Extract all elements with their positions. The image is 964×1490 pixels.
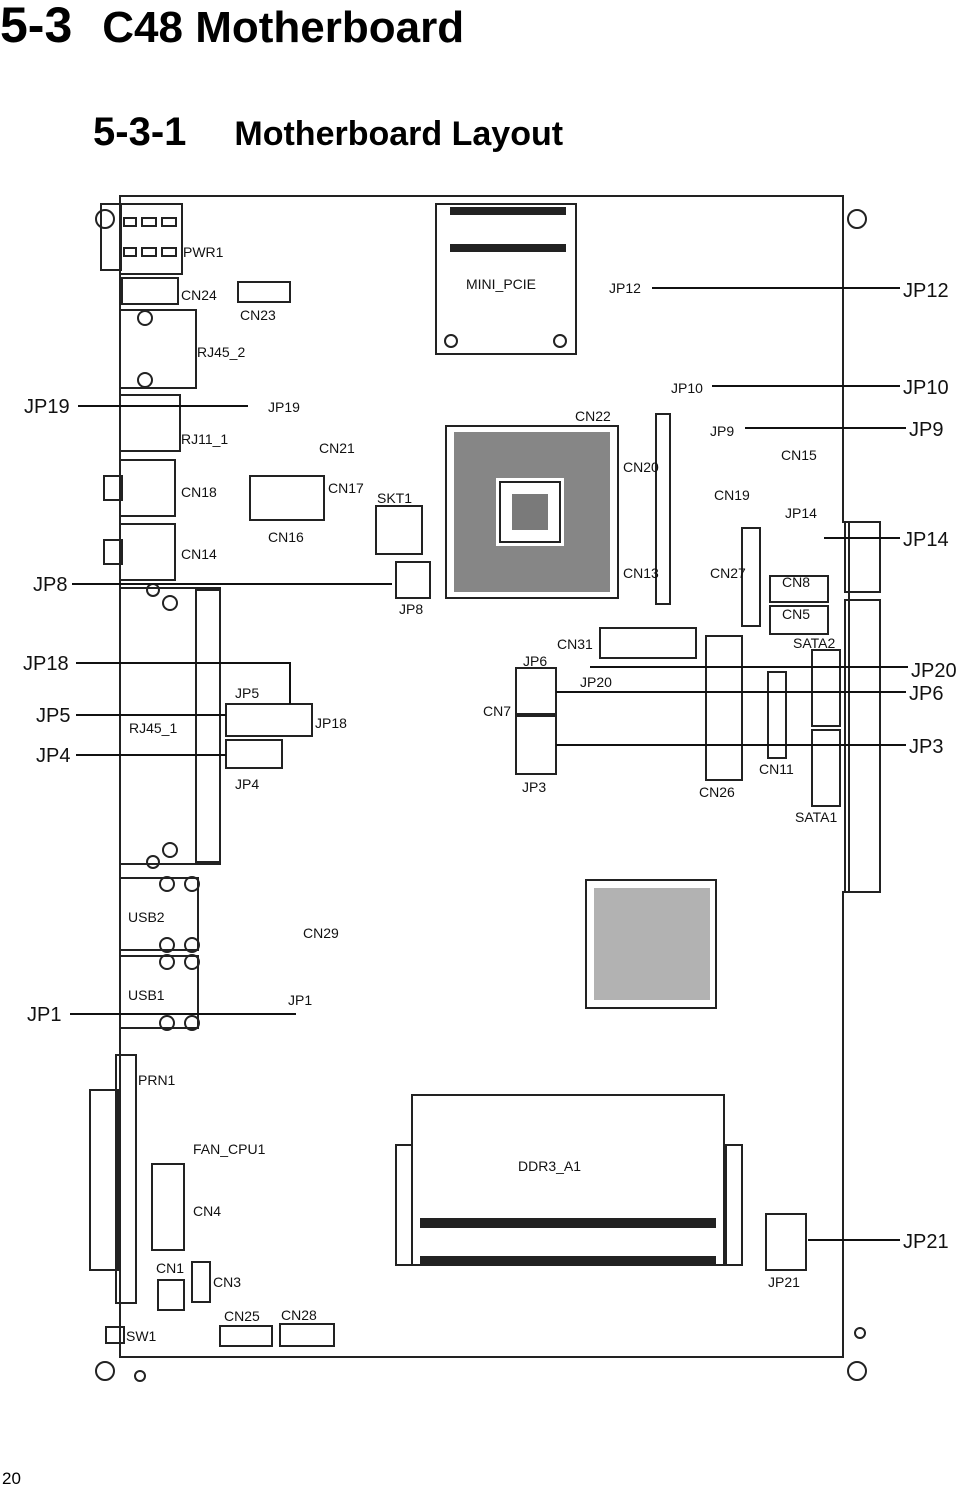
sata2-connector [812,650,840,726]
label-cn17: CN17 [328,480,364,496]
cn26-connector [706,636,742,780]
label-cn13: CN13 [623,565,659,581]
cn1-connector [158,1280,184,1310]
label-cn19: CN19 [714,487,750,503]
cn28-connector [280,1324,334,1346]
label-sw1: SW1 [126,1328,157,1344]
label-cn14: CN14 [181,546,217,562]
label-skt1: SKT1 [377,490,413,506]
page-number: 20 [2,1469,21,1488]
label-jp9: JP9 [710,423,735,439]
label-cn24: CN24 [181,287,217,303]
label-jp19: JP19 [268,399,300,415]
label-sata1: SATA1 [795,809,838,825]
callout-jp5: JP5 [36,705,71,727]
label-cn11: CN11 [759,761,794,777]
cn18-jack [120,460,175,516]
cn25-connector [220,1326,272,1346]
label-cn27: CN27 [710,565,746,581]
label-mini-pcie: MINI_PCIE [466,276,537,292]
label-cn25: CN25 [224,1308,260,1324]
sw1-switch [106,1327,124,1343]
rj45-2-jack [120,310,196,388]
label-rj11-1: RJ11_1 [181,431,229,447]
cn23-connector [238,282,290,302]
jp4-jumper [226,740,282,768]
label-cn31: CN31 [557,636,593,652]
label-prn1: PRN1 [138,1072,176,1088]
rj11-1-jack [120,395,180,451]
label-cn1: CN1 [156,1260,185,1276]
callout-jp10: JP10 [903,377,949,399]
label-cn21: CN21 [319,440,355,456]
pwr1-connector [120,204,182,274]
subsection-title: Motherboard Layout [234,115,564,153]
label-cn15: CN15 [781,447,817,463]
callout-jp6: JP6 [909,683,944,705]
cn17-connector [250,476,324,520]
label-cn23: CN23 [240,307,276,323]
section-title: C48 Motherboard [102,3,465,52]
label-jp10: JP10 [671,380,703,396]
label-jp4: JP4 [235,776,260,792]
callout-jp20: JP20 [911,660,957,682]
label-cn5: CN5 [782,606,811,622]
skt1-socket [376,506,422,554]
label-rj45-2: RJ45_2 [197,344,246,360]
callout-jp1: JP1 [27,1004,62,1026]
jp8-jumper [396,562,430,598]
label-sata2: SATA2 [793,635,836,651]
label-rj45-1: RJ45_1 [129,720,178,736]
callout-jp3: JP3 [909,736,944,758]
cn3-connector [192,1262,210,1302]
cn14-jack [120,524,175,580]
jp5-jp18-jumpers [226,704,312,736]
label-jp1: JP1 [288,992,313,1008]
label-cn28: CN28 [281,1307,317,1323]
callout-jp12: JP12 [903,280,949,302]
sata1-connector [812,730,840,806]
label-cn22: CN22 [575,408,611,424]
label-cn18: CN18 [181,484,217,500]
subsection-number: 5-3-1 [93,110,187,154]
label-cn4: CN4 [193,1203,222,1219]
callout-jp18: JP18 [23,653,69,675]
label-cn7: CN7 [483,703,512,719]
label-jp14: JP14 [785,505,817,521]
label-jp18: JP18 [315,715,347,731]
callout-jp14: JP14 [903,529,949,551]
section-number: 5-3 [0,0,73,53]
label-cn20: CN20 [623,459,659,475]
jp6-jumper [516,668,556,714]
label-pwr1: PWR1 [183,244,224,260]
label-jp12: JP12 [609,280,641,296]
callout-jp9: JP9 [909,419,944,441]
label-cn8: CN8 [782,574,811,590]
label-cn3: CN3 [213,1274,242,1290]
label-ddr3-a1: DDR3_A1 [518,1158,582,1174]
jp21-jumper [766,1214,806,1270]
callout-jp8: JP8 [33,574,68,596]
label-cn26: CN26 [699,784,735,800]
label-jp5: JP5 [235,685,260,701]
callout-jp19: JP19 [24,396,70,418]
jp3-jumper [516,716,556,774]
callout-jp4: JP4 [36,745,71,767]
label-cn16: CN16 [268,529,304,545]
callout-jp21: JP21 [903,1231,949,1253]
label-jp8: JP8 [399,601,424,617]
label-jp6: JP6 [523,653,548,669]
label-jp21: JP21 [768,1274,800,1290]
label-jp3: JP3 [522,779,547,795]
label-jp20: JP20 [580,674,612,690]
ddr3-a1-slot [412,1095,724,1265]
board-outline [120,196,849,1357]
cn31-connector [600,628,696,658]
label-cn29: CN29 [303,925,339,941]
label-usb2: USB2 [128,909,165,925]
cn4-connector [152,1164,184,1250]
label-usb1: USB1 [128,987,165,1003]
label-fan-cpu1: FAN_CPU1 [193,1141,266,1157]
cn24-connector [122,278,178,304]
